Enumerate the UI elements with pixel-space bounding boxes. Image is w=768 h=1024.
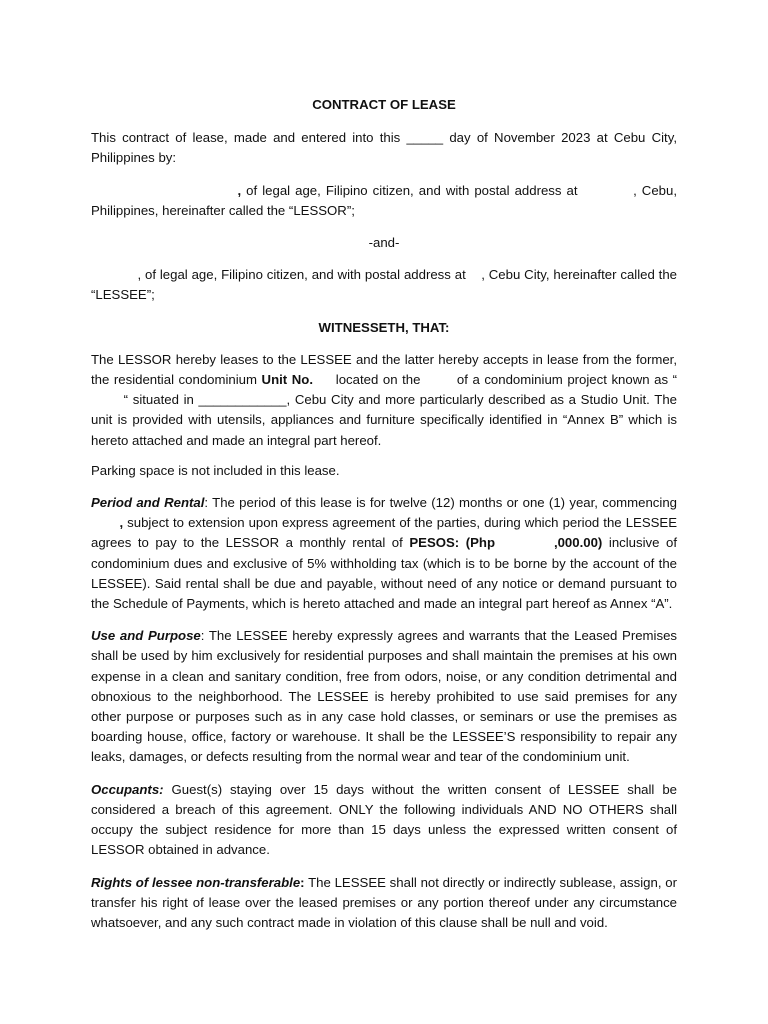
lessor-text-b: , Cebu, Philippines, hereinafter called the “LESSOR”;	[91, 182, 677, 218]
occupants-heading: Occupants:	[91, 781, 164, 797]
period-rental-paragraph	[91, 493, 677, 614]
lessee-text-b: , Cebu City, hereinafter called the “LESSEE”;	[91, 267, 678, 303]
rental-amount-a: PESOS: (Php	[409, 535, 496, 551]
occupants-text: Guest(s) staying over 15 days without the written consent of LESSEE shall be considered a breach of this agreement. ONLY the following individuals AND NO OTHERS shall occupy the subject residence for more than 15 days unless the expressed written consent of LESSOR obtained in advance.	[91, 781, 677, 858]
rights-paragraph	[91, 873, 677, 934]
occupants-paragraph	[91, 780, 677, 861]
document-title: CONTRACT OF LEASE	[312, 97, 456, 112]
lessee-text-a: , of legal age, Filipino citizen, and with postal address at	[137, 267, 470, 283]
lessee-paragraph	[91, 265, 677, 305]
rights-text: The LESSEE shall not directly or indirectly sublease, assign, or transfer his right of lease over the leased premises or any portion thereof under any circumstance whatsoever, and any such contract made in violation of this clause shall be null and void.	[91, 874, 677, 930]
unit-no-label: Unit No.	[261, 372, 313, 388]
lease-paragraph	[91, 350, 677, 451]
lease-text-2: located on the	[331, 372, 425, 388]
lease-text-1: The LESSOR hereby leases to the LESSEE and the latter hereby accepts in lease from the former, the residential condominium	[91, 351, 677, 388]
lessor-text-a: of legal age, Filipino citizen, and with postal address at	[241, 182, 583, 198]
lessor-paragraph	[91, 181, 677, 221]
use-purpose-paragraph	[91, 626, 677, 767]
lease-text-3: of a condominium project known as “	[452, 372, 678, 388]
period-rental-heading: Period and Rental	[91, 495, 205, 511]
and-separator: -and-	[368, 235, 400, 251]
rights-heading: Rights of lessee non-transferable	[91, 874, 301, 890]
rights-colon: :	[300, 874, 305, 890]
lease-text-4: “ situated in ____________, Cebu City and more particularly described as a Studio Unit. The unit is provided with utensils, appliances and furniture specifically identified in “Annex B” which is hereto attached and made an integral part hereof.	[91, 392, 677, 448]
use-purpose-heading: Use and Purpose	[91, 628, 201, 644]
use-purpose-text: : The LESSEE hereby expressly agrees and warrants that the Leased Premises shall be used by him exclusively for residential purposes and shall maintain the premises at his own expense in a clean and sanitary condition, free from odors, noise, or any condition detrimental and obnoxious to the neighborhood. The LESSEE is hereby prohibited to use said premises for any other purpose or purposes such as in any case hold classes, or seminars or use the premises as boarding house, office, factory or warehouse. It shall be the LESSEE’S responsibility to repair any leaks, damages, or defects resulting from the normal wear and tear of the condominium unit.	[91, 628, 677, 765]
witnesseth-heading: WITNESSETH, THAT:	[318, 319, 450, 335]
rental-amount-b: ,000.00)	[553, 535, 603, 551]
period-comma: ,	[119, 515, 124, 531]
lessor-name-comma: ,	[237, 182, 242, 198]
period-text-1: : The period of this lease is for twelve (12) months or one (1) year, commencing	[204, 495, 677, 511]
parking-paragraph: Parking space is not included in this lease.	[91, 462, 340, 478]
period-text-3: inclusive of condominium dues and exclusive of 5% withholding tax (which is to be borne by the account of the LESSEE). Said rental shall be due and payable, without need of any notice or demand pursuant to the Schedule of Payments, which is hereto attached and made an integral part hereof as Annex “A”.	[91, 535, 678, 612]
period-text-2: subject to extension upon express agreement of the parties, during which period the LESSEE agrees to pay to the LESSOR a monthly rental of	[91, 515, 678, 551]
intro-paragraph: This contract of lease, made and entered into this _____ day of November 2023 at Cebu City, Philippines by:	[91, 130, 677, 166]
